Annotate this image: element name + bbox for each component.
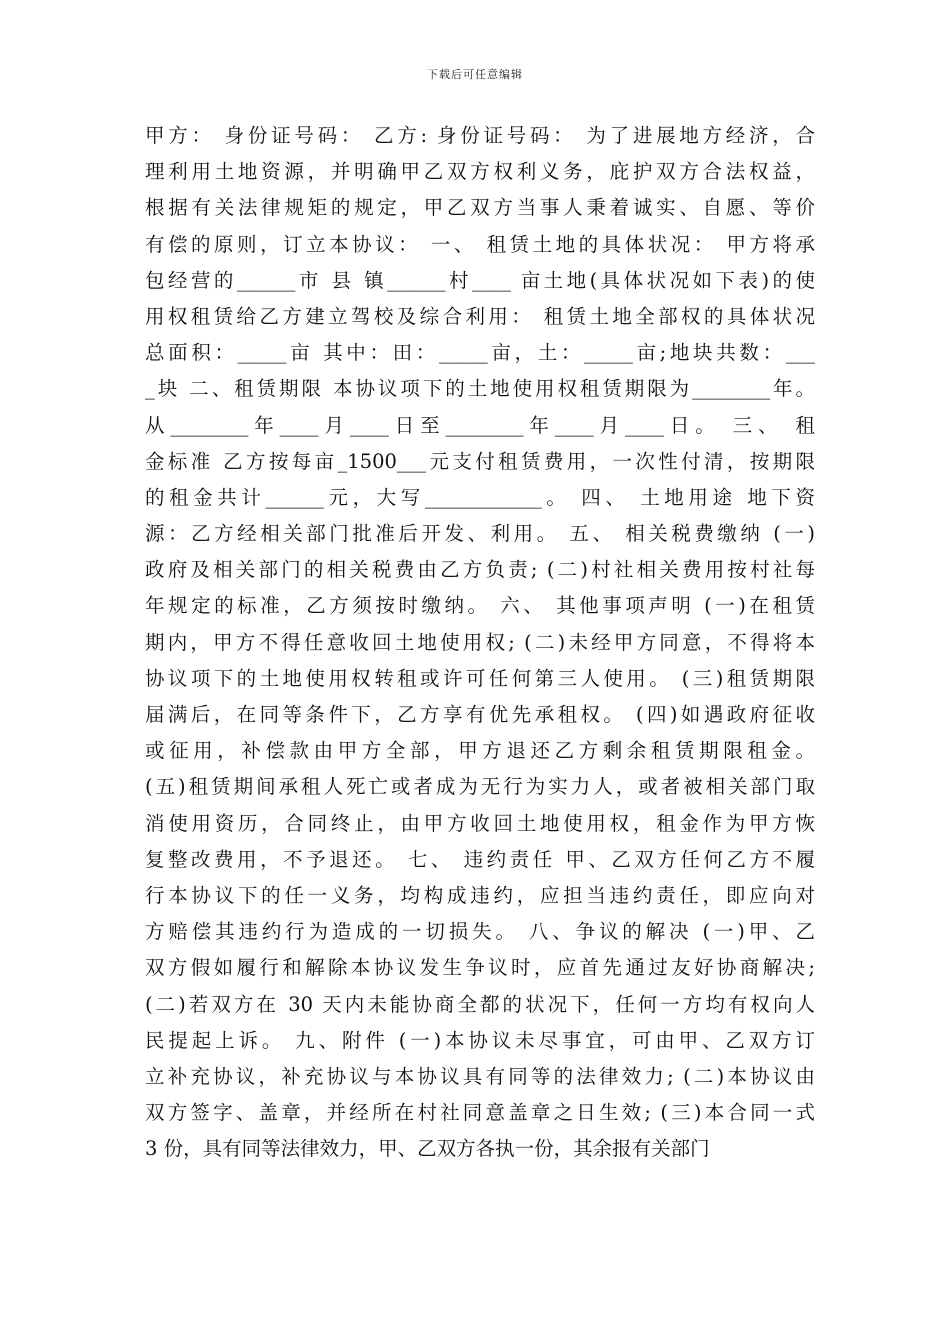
body-line-7: 总面积：_____亩 其中：田：_____亩，土：_____亩;地块共数：___ [145, 341, 815, 365]
body-line-3: 根据有关法律规矩的规定，甲乙双方当事人秉着诚实、自愿、等价 [145, 196, 815, 220]
body-line-2: 理利用土地资源，并明确甲乙双方权利义务，庇护双方合法权益， [145, 160, 815, 184]
body-line-6: 用权租赁给乙方建立驾校及综合利用： 租赁土地全部权的具体状况 [145, 304, 815, 328]
body-line-29: 3 份，具有同等法律效力，甲、乙双方各执一份，其余报有关部门 [145, 1137, 710, 1161]
body-line-22: 行本协议下的任一义务，均构成违约，应担当违约责任，即应向对 [145, 883, 815, 907]
body-line-18: 或征用，补偿款由甲方全部，甲方退还乙方剩余租赁期限租金。 [145, 739, 815, 763]
document-body [145, 118, 815, 1167]
body-line-28: 双方签字、盖章，并经所在村社同意盖章之日生效; (三)本合同一式 [145, 1101, 815, 1125]
body-line-19: (五)租赁期间承租人死亡或者成为无行为实力人，或者被相关部门取 [145, 775, 815, 799]
body-line-23: 方赔偿其违约行为造成的一切损失。 八、争议的解决 (一)甲、乙 [145, 920, 815, 944]
body-line-20: 消使用资历，合同终止，由甲方收回土地使用权，租金作为甲方恢 [145, 811, 815, 835]
body-line-14: 年规定的标准，乙方须按时缴纳。 六、 其他事项声明 (一)在租赁 [145, 594, 815, 618]
body-line-24: 双方假如履行和解除本协议发生争议时，应首先通过友好协商解决; [145, 956, 815, 980]
body-line-25: (二)若双方在 30 天内未能协商全都的状况下，任何一方均有权向人 [145, 992, 815, 1016]
body-line-1: 甲方： 身份证号码： 乙方: 身份证号码： 为了进展地方经济，合 [145, 124, 815, 147]
page-header: 下载后可任意编辑 [427, 68, 523, 81]
body-line-12: 源：乙方经相关部门批准后开发、利用。 五、 相关税费缴纳 (一) [145, 522, 815, 546]
body-line-21: 复整改费用，不予退还。 七、 违约责任 甲、乙双方任何乙方不履 [145, 847, 815, 871]
body-line-17: 届满后，在同等条件下，乙方享有优先承租权。 (四)如遇政府征收 [145, 703, 815, 726]
body-line-5: 包经营的______市 县 镇______村____ 亩土地(具体状况如下表)的使 [145, 268, 815, 292]
body-line-11: 的租金共计______元，大写____________。 四、 土地用途 地下资 [145, 485, 815, 509]
body-line-9: 从________年____月____日至________年____月____日。 三、 租 [145, 413, 815, 437]
body-line-13: 政府及相关部门的相关税费由乙方负责; (二)村社相关费用按村社每 [145, 558, 815, 582]
body-line-8: _块 二、租赁期限 本协议项下的土地使用权租赁期限为________年。 [145, 377, 815, 401]
body-line-26: 民提起上诉。 九、附件 (一)本协议未尽事宜，可由甲、乙双方订 [145, 1028, 815, 1052]
body-line-15: 期内，甲方不得任意收回土地使用权; (二)未经甲方同意，不得将本 [145, 630, 815, 654]
body-line-27: 立补充协议，补充协议与本协议具有同等的法律效力; (二)本协议由 [145, 1064, 815, 1088]
body-line-16: 协议项下的土地使用权转租或许可任何第三人使用。 (三)租赁期限 [145, 666, 815, 690]
body-line-4: 有偿的原则，订立本协议： 一、 租赁土地的具体状况： 甲方将承 [145, 232, 815, 256]
body-line-10: 金标准 乙方按每亩_1500___元支付租赁费用，一次性付清，按期限 [145, 449, 815, 473]
